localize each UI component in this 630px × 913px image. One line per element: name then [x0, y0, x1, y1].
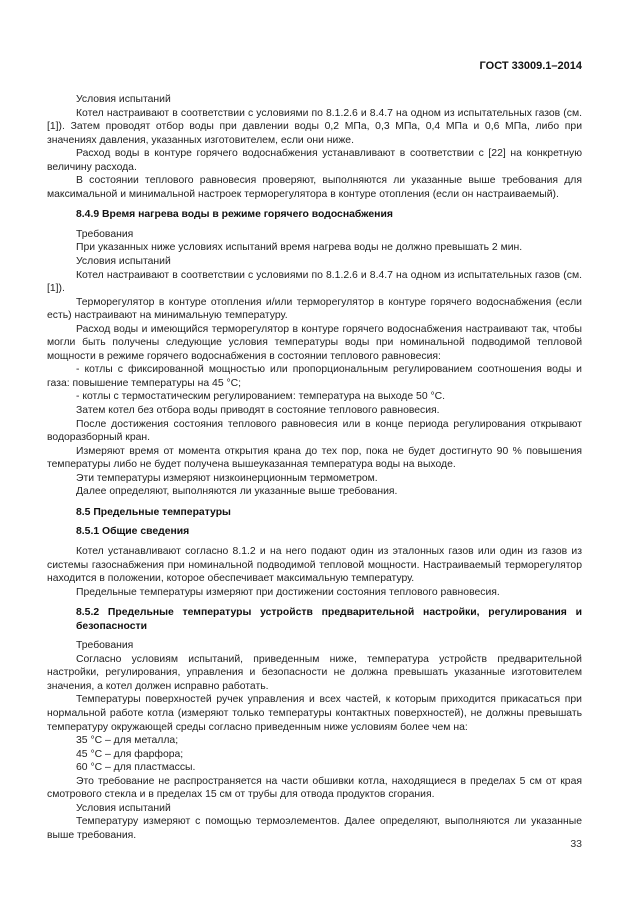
paragraph: Расход воды в контуре горячего водоснабжения устанавливают в соответствии с [22] на конкретную величину расхода. [47, 148, 582, 173]
section-heading-8-5: 8.5 Предельные температуры [76, 506, 231, 518]
section-heading-8-4-9: 8.4.9 Время нагрева воды в режиме горячего водоснабжения [76, 209, 393, 221]
paragraph: Измеряют время от момента открытия крана до тех пор, пока не будет достигнуто 90 % повышения температуры либо не будет получена вышеуказанная температура воды на выходе. [47, 445, 582, 471]
paragraph: Это требование не распространяется на части обшивки котла, находящиеся в пределах 5 см от края смотрового стекла и в пределах 15 см от трубы для отвода продуктов сгорания. [47, 775, 582, 801]
paragraph: Далее определяют, выполняются ли указанные выше требования. [76, 486, 398, 498]
paragraph: Затем котел без отбора воды приводят в состояние теплового равновесия. [76, 405, 440, 417]
paragraph: Предельные температуры измеряют при достижении состояния теплового равновесия. [76, 586, 500, 598]
paragraph: Температуры поверхностей ручек управления и всех частей, к которым приходится прикасаться при нормальной работе котла (измеряют только температуры контактных поверхностей), не должны превышать температуру окружающей среды согласно приведенным ниже условиям более чем на: [47, 694, 582, 733]
page-number: 33 [570, 838, 582, 850]
paragraph: Условия испытаний [76, 94, 171, 105]
paragraph: Котел настраивают в соответствии с условиями по 8.1.2.6 и 8.4.7 на одном из испытательных газов (см. [1]). Затем проводят отбор воды при давлении воды 0,2 МПа, 0,3 МПа, 0,4 МПа и 0,6 МПа, либо при значениях давления, указанных изготовителем, если они ниже. [47, 107, 582, 146]
paragraph: Согласно условиям испытаний, приведенным ниже, температура устройств предварительной настройки, регулирования, управления и безопасности не должна превышать указанные изготовителем значения, а котел должен исправно работать. [47, 653, 582, 692]
paragraph: Терморегулятор в контуре отопления и/или терморегулятор в контуре горячего водоснабжения (если есть) настраивают на минимальную температуру. [47, 296, 582, 322]
list-item: 60 °С – для пластмассы. [76, 762, 196, 774]
paragraph: Расход воды и имеющийся терморегулятор в контуре горячего водоснабжения настраивают так, чтобы могли быть получены следующие условия температуры воды при номинальной подводимой тепловой мощности в режиме горячего водоснабжения в состоянии теплового равновесия: [47, 323, 582, 362]
document-code-header: ГОСТ 33009.1–2014 [479, 60, 582, 72]
paragraph: Эти температуры измеряют низкоинерционным термометром. [76, 472, 378, 484]
list-item: 45 °С – для фарфора; [76, 748, 184, 760]
list-item: 35 °С – для металла; [76, 735, 179, 747]
paragraph: После достижения состояния теплового равновесия или в конце периода регулирования открывают водоразборный кран. [47, 418, 582, 444]
paragraph: Условия испытаний [76, 256, 171, 268]
paragraph: Требования [76, 640, 134, 652]
list-item: - котлы с фиксированной мощностью или пропорциональным регулированием соотношения воды и газа: повышение температуры на 45 °С; [47, 364, 582, 389]
page-body [47, 93, 582, 842]
paragraph: Котел устанавливают согласно 8.1.2 и на него подают один из эталонных газов или один из газов из системы газоснабжения при номинальной подводимой тепловой мощности. Настраиваемый терморегулятор находится в положении, которое обеспечивает максимальную температуру. [47, 545, 582, 585]
paragraph: Требования [76, 228, 134, 240]
paragraph: При указанных ниже условиях испытаний время нагрева воды не должно превышать 2 мин. [76, 242, 523, 254]
paragraph: Температуру измеряют с помощью термоэлементов. Далее определяют, выполняются ли указанные выше требования. [47, 816, 582, 841]
section-heading-8-5-2: 8.5.2 Предельные температуры устройств предварительной настройки, регулирования и безопасности [76, 607, 582, 632]
list-item: - котлы с термостатическим регулированием: температура на выходе 50 °С. [76, 391, 446, 403]
section-heading-8-5-1: 8.5.1 Общие сведения [76, 526, 190, 538]
paragraph: В состоянии теплового равновесия проверяют, выполняются ли указанные выше требования для максимальной и минимальной настроек терморегулятора в контуре отопления (если он настраиваемый). [47, 175, 582, 200]
paragraph: Котел настраивают в соответствии с условиями по 8.1.2.6 и 8.4.7 на одном из испытательных газов (см. [1]). [47, 269, 582, 295]
paragraph: Условия испытаний [76, 802, 171, 814]
